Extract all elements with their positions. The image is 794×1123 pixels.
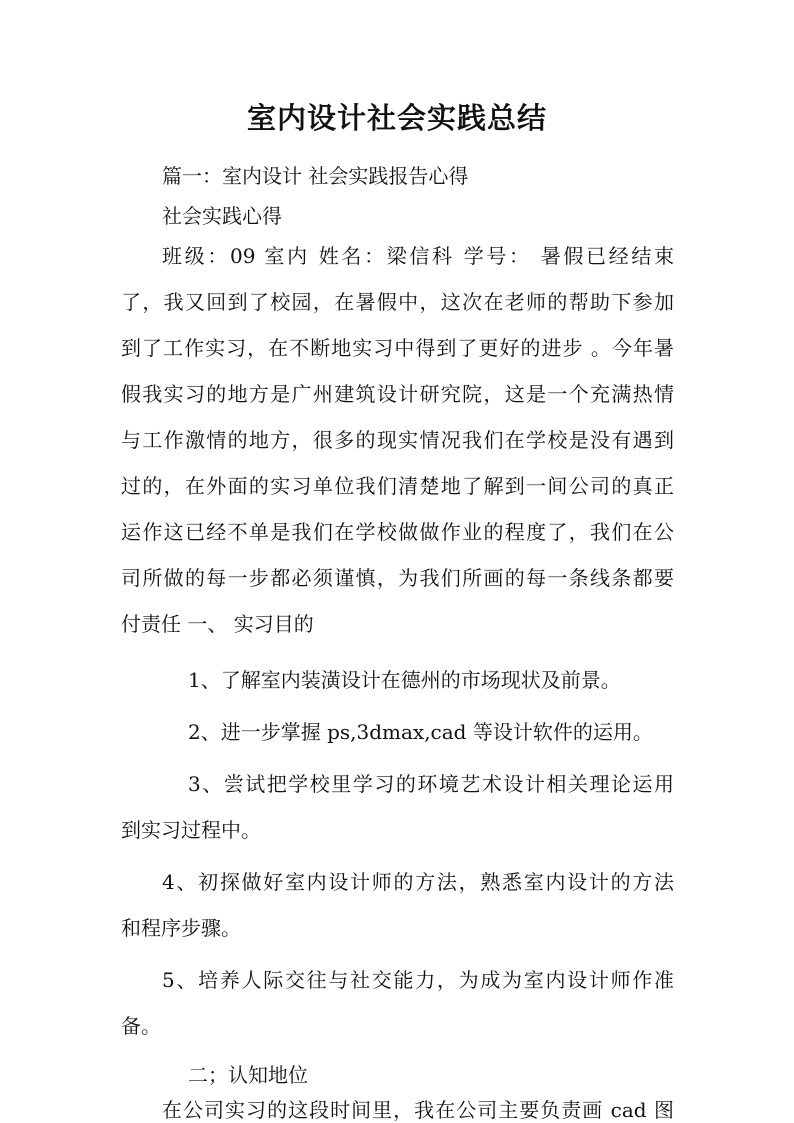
paragraph-line: 假我实习的地方是广州建筑设计研究院，这是一个充满热情: [121, 382, 674, 406]
paragraph-line: 社会实践心得: [162, 204, 282, 228]
list-item-continuation: 和程序步骤。: [121, 916, 241, 940]
list-item-continuation: 备。: [121, 1014, 161, 1038]
list-item-continuation: 到实习过程中。: [121, 818, 261, 842]
paragraph-line: 过的，在外面的实习单位我们清楚地了解到一间公司的真正: [121, 474, 674, 498]
paragraph-line: 了，我又回到了校园，在暑假中，这次在老师的帮助下参加: [121, 290, 674, 314]
paragraph-line: 到了工作实习，在不断地实习中得到了更好的进步 。今年暑: [121, 336, 674, 360]
list-item: 2、进一步掌握 ps,3dmax,cad 等设计软件的运用。: [188, 720, 653, 744]
paragraph-line: 篇一：室内设计 社会实践报告心得: [162, 164, 469, 188]
section-heading: 二；认知地位: [188, 1063, 308, 1087]
paragraph-line: 付责任 一、 实习目的: [121, 612, 314, 636]
paragraph-line: 运作这已经不单是我们在学校做做作业的程度了，我们在公: [121, 520, 674, 544]
paragraph-line: 司所做的每一步都必须谨慎，为我们所画的每一条线条都要: [121, 566, 674, 590]
paragraph-line: 在公司实习的这段时间里，我在公司主要负责画 cad 图: [162, 1098, 674, 1122]
list-item: 1、了解室内装潢设计在德州的市场现状及前景。: [188, 668, 621, 692]
list-item: 4、初探做好室内设计师的方法，熟悉室内设计的方法: [162, 870, 674, 894]
document-title: 室内设计社会实践总结: [246, 101, 547, 135]
list-item: 5、培养人际交往与社交能力，为成为室内设计师作准: [162, 968, 674, 992]
paragraph-line: 班级：09 室内 姓名：梁信科 学号： 暑假已经结束: [162, 244, 674, 268]
paragraph-line: 与工作激情的地方，很多的现实情况我们在学校是没有遇到: [121, 428, 674, 452]
list-item: 3、尝试把学校里学习的环境艺术设计相关理论运用: [188, 772, 674, 796]
